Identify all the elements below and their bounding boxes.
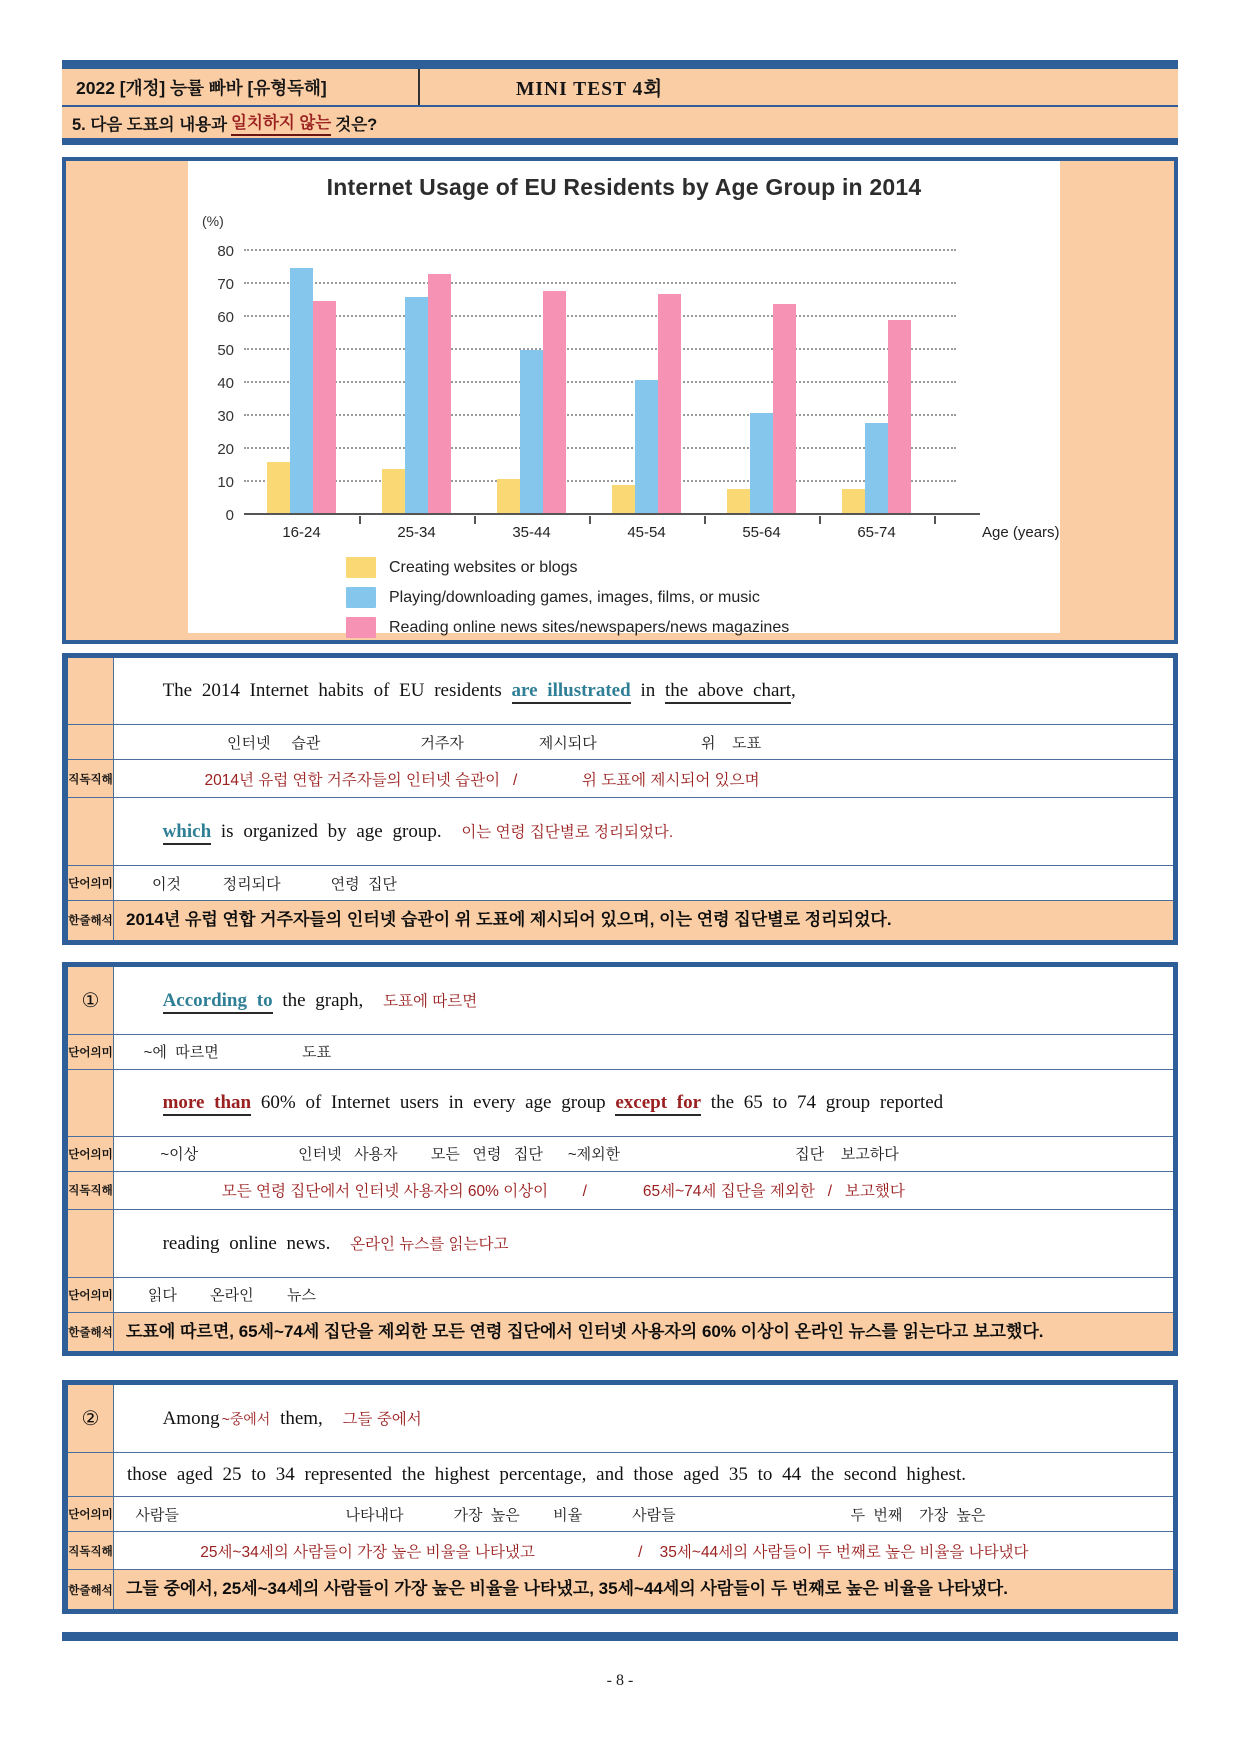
row-label-hanjul: 한줄해석: [68, 901, 114, 940]
chart-panel: [188, 161, 1060, 636]
full-translation: 2014년 유럽 연합 거주자들의 인터넷 습관이 위 도표에 제시되어 있으며, 이는 연령 집단별로 정리되었다.: [114, 901, 1173, 940]
choice2-table: [62, 1380, 1178, 1614]
legend-swatch: [346, 617, 376, 638]
bottom-blue-bar: [62, 1632, 1178, 1641]
chart-plot: [217, 243, 934, 524]
bar-group-16-24: [244, 268, 359, 516]
bar: [543, 291, 566, 515]
word-gloss: ~이상 인터넷 사용자 모든 연령 집단 ~제외한 집단 보고하다: [127, 1146, 899, 1164]
table-row: [68, 1034, 1173, 1069]
legend-row: [346, 587, 1060, 608]
korean-note: 온라인 뉴스를 읽는다고: [350, 1235, 509, 1253]
bar: [290, 268, 313, 516]
row-label-daneo: 단어의미: [68, 1497, 114, 1531]
chart-legend: [346, 557, 1060, 638]
legend-row: [346, 557, 1060, 578]
bar: [497, 479, 520, 515]
x-tick-label: 45-54: [627, 524, 666, 541]
sentence-text: The 2014 Internet habits of EU residents: [162, 680, 512, 701]
bar: [612, 485, 635, 515]
book-title: 2022 [개정] 능률 빠바 [유형독해]: [62, 69, 420, 105]
y-tick-label: 10: [217, 474, 234, 491]
table-row: [68, 900, 1173, 940]
chart-block: [62, 157, 1178, 644]
korean-note: 이는 연령 집단별로 정리되었다.: [461, 824, 674, 841]
table-row: [68, 1277, 1173, 1312]
korean-note: 도표에 따르면: [383, 992, 478, 1010]
bar: [750, 413, 773, 515]
bar: [773, 304, 796, 515]
table-row: [68, 759, 1173, 797]
table-row: [68, 1312, 1173, 1352]
row-label-jikdok: 직독직해: [68, 1172, 114, 1209]
legend-row: [346, 617, 1060, 638]
bar: [727, 489, 750, 515]
table-row: [68, 1569, 1173, 1609]
chart-title: Internet Usage of EU Residents by Age Group in 2014: [326, 174, 922, 200]
axis-tick: [819, 516, 821, 524]
bar: [382, 469, 405, 515]
table-row: more than 60% of Internet users in every age group except for the 65 to 74 group reported: [68, 1069, 1173, 1136]
row-label-hanjul: 한줄해석: [68, 1570, 114, 1609]
x-tick-label: 16-24: [282, 524, 321, 541]
bar: [842, 489, 865, 515]
word-gloss: 이것 정리되다 연령 집단: [127, 875, 397, 893]
question-highlight: 일치하지 않는: [231, 109, 331, 136]
question-row: [62, 107, 1178, 138]
question-suffix: 것은?: [335, 115, 378, 134]
bar: [405, 297, 428, 515]
bar-groups: [244, 251, 934, 515]
page-number: - 8 -: [606, 1672, 634, 1689]
bar: [888, 320, 911, 515]
full-translation: 그들 중에서, 25세~34세의 사람들이 가장 높은 비율을 나타냈고, 35세~44세의 사람들이 두 번째로 높은 비율을 나타냈다.: [114, 1570, 1173, 1609]
bar: [635, 380, 658, 515]
keyword-except-for: except for: [615, 1092, 701, 1116]
top-blue-bar: [62, 60, 1178, 69]
x-tick-label: 25-34: [397, 524, 436, 541]
word-gloss: ~에 따르면 도표: [127, 1044, 332, 1062]
chart-xlabels: [244, 524, 1060, 541]
table-row: ② Among ~중에서 them, 그들 중에서: [68, 1385, 1173, 1452]
row-label-daneo: 단어의미: [68, 1278, 114, 1312]
axis-tick: [704, 516, 706, 524]
y-tick-label: 20: [217, 441, 234, 458]
legend-label: Reading online news sites/newspapers/news magazines: [389, 618, 790, 636]
full-translation: 도표에 따르면, 65세~74세 집단을 제외한 모든 연령 집단에서 인터넷 사용자의 60% 이상이 온라인 뉴스를 읽는다고 보고했다.: [114, 1313, 1173, 1352]
bar: [520, 350, 543, 515]
bar: [865, 423, 888, 515]
y-tick-label: 30: [217, 408, 234, 425]
y-tick-label: 40: [217, 375, 234, 392]
table-row: reading online news. 온라인 뉴스를 읽는다고: [68, 1209, 1173, 1277]
x-axis-title: Age (years): [982, 524, 1060, 541]
question-prefix: 5. 다음 도표의 내용과: [72, 115, 228, 134]
x-tick-label: 65-74: [857, 524, 896, 541]
bar-group-55-64: [704, 304, 819, 515]
header-bottom-bar: [62, 138, 1178, 145]
table-row: [68, 1171, 1173, 1209]
bar-group-25-34: [359, 274, 474, 515]
row-label-jikdok: 직독직해: [68, 1532, 114, 1569]
word-gloss: 읽다 온라인 뉴스: [127, 1287, 316, 1305]
row-label-hanjul: 한줄해석: [68, 1313, 114, 1352]
axis-tick: [589, 516, 591, 524]
row-label-jikdok: 직독직해: [68, 760, 114, 797]
choice-number-2: ②: [68, 1385, 114, 1452]
y-tick-label: 80: [217, 243, 234, 260]
page-content: [62, 60, 1178, 1614]
korean-note: 그들 중에서: [342, 1411, 422, 1429]
bar: [428, 274, 451, 515]
table-row: The 2014 Internet habits of EU residents are illustrated in the above chart,: [68, 658, 1173, 724]
axis-tick: [474, 516, 476, 524]
word-gloss: 사람들 나타내다 가장 높은 비율 사람들 두 번째 가장 높은: [127, 1506, 986, 1524]
choice1-table: [62, 962, 1178, 1357]
choice-number-1: ①: [68, 967, 114, 1034]
underlined-phrase: the above chart: [665, 680, 791, 704]
chart-unit-label: (%): [202, 213, 224, 229]
row-label-daneo: 단어의미: [68, 1035, 114, 1069]
table-row: [68, 1136, 1173, 1171]
intro-table: [62, 653, 1178, 945]
row-label-daneo: 단어의미: [68, 866, 114, 900]
header-row: [62, 69, 1178, 107]
x-axis-line: [244, 513, 980, 515]
table-row: which is organized by age group. 이는 연령 집단별로 정리되었다.: [68, 797, 1173, 865]
keyword-which: which: [163, 821, 212, 845]
sentence-text: those aged 25 to 34 represented the highest percentage, and those aged 35 to 44 the second highest.: [127, 1463, 966, 1485]
bar: [658, 294, 681, 515]
word-gloss: 인터넷 습관 거주자 제시되다 위 도표: [127, 734, 762, 752]
korean-note: ~중에서: [221, 1411, 271, 1428]
axis-tick: [359, 516, 361, 524]
keyword-are-illustrated: are illustrated: [512, 680, 631, 704]
x-tick-label: 55-64: [742, 524, 781, 541]
bar: [267, 462, 290, 515]
x-tick-label: 35-44: [512, 524, 551, 541]
table-row: [68, 1531, 1173, 1569]
y-tick-label: 70: [217, 276, 234, 293]
bar-group-65-74: [819, 320, 934, 515]
table-row: [68, 1452, 1173, 1496]
table-row: [68, 724, 1173, 759]
keyword-more-than: more than: [163, 1092, 252, 1116]
y-tick-label: 0: [225, 507, 234, 524]
row-label-daneo: 단어의미: [68, 1137, 114, 1171]
literal-translation: 2014년 유럽 연합 거주자들의 인터넷 습관이 / 위 도표에 제시되어 있으며: [127, 771, 760, 789]
y-tick-label: 50: [217, 342, 234, 359]
literal-translation: 25세~34세의 사람들이 가장 높은 비율을 나타냈고 / 35세~44세의 사람들이 두 번째로 높은 비율을 나타냈다: [127, 1543, 1029, 1561]
table-row: [68, 865, 1173, 900]
legend-label: Creating websites or blogs: [389, 558, 578, 576]
legend-label: Playing/downloading games, images, films, or music: [389, 588, 760, 606]
legend-swatch: [346, 557, 376, 578]
table-row: [68, 1496, 1173, 1531]
bar-group-45-54: [589, 294, 704, 515]
axis-tick: [934, 516, 936, 524]
table-row: ① According to the graph, 도표에 따르면: [68, 967, 1173, 1034]
literal-translation: 모든 연령 집단에서 인터넷 사용자의 60% 이상이 / 65세~74세 집단을 제외한 / 보고했다: [127, 1183, 905, 1201]
y-tick-label: 60: [217, 309, 234, 326]
bar-group-35-44: [474, 291, 589, 515]
bar: [313, 301, 336, 516]
test-title: MINI TEST 4회: [516, 79, 664, 100]
keyword-according-to: According to: [163, 990, 273, 1014]
legend-swatch: [346, 587, 376, 608]
